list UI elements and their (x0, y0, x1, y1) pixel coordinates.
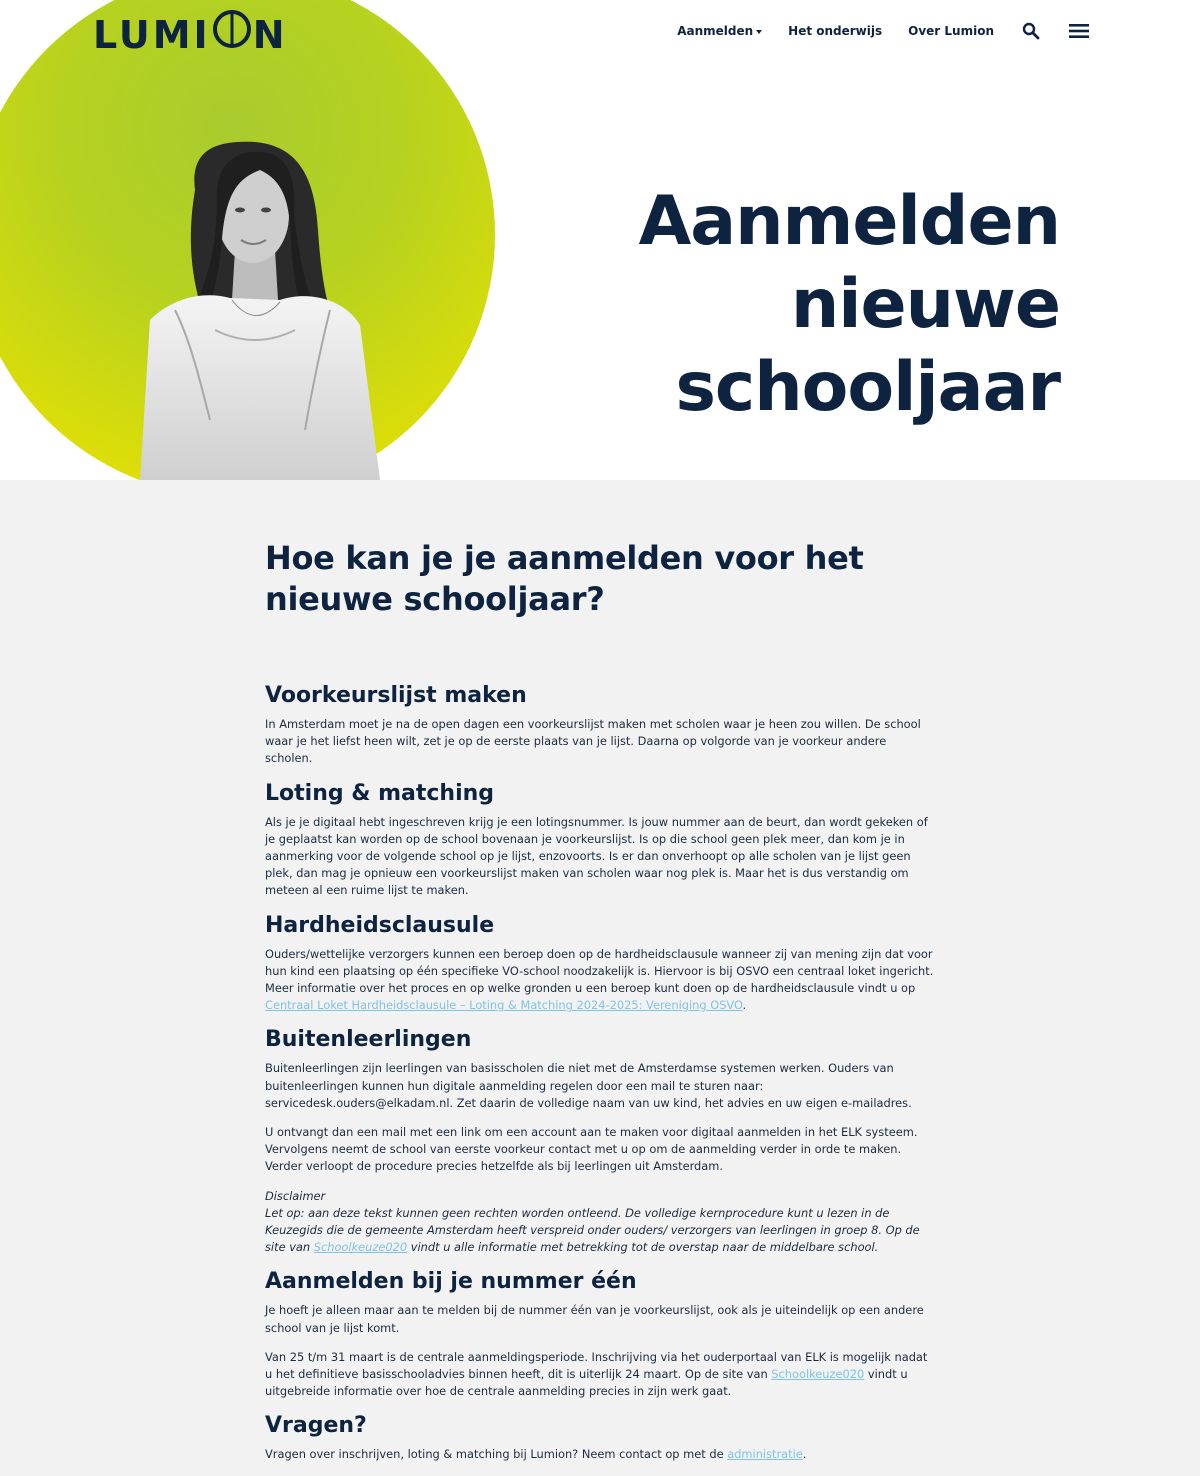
section-vragen (265, 1412, 935, 1463)
disclaimer-end: vindt u alle informatie met betrekking tot de overstap naar de middelbare school. (407, 1240, 879, 1255)
paragraph: Buitenleerlingen zijn leerlingen van basisscholen die niet met de Amsterdamse systemen werken. Ouders van buitenleerlingen kunnen hun digitale aanmelding regelen door een mail te sturen naar: servicedesk.ouders@elkadam.nl. Zet daarin de volledige naam van uw kind, het advies en uw eigen e-mailadres. (265, 1061, 912, 1110)
paragraph-text: Ouders/wettelijke verzorgers kunnen een beroep doen op de hardheidsclausule wanneer zij van mening zijn dat voor hun kind een plaatsing op één specifieke VO-school noodzakelijk is. Hiervoor is bij OSVO een centraal loket ingericht. Meer informatie over het proces en op welke gronden u een beroep kunt doen op de hardheidsclausule vindt u op (265, 946, 934, 996)
section-nummer-een (265, 1268, 935, 1400)
section-hardheidsclausule (265, 912, 935, 1015)
hamburger-menu-icon[interactable] (1068, 20, 1090, 42)
section-loting (265, 780, 935, 900)
caret-down-icon (756, 30, 762, 34)
osvo-link[interactable]: Centraal Loket Hardheidsclausule – Loting & Matching 2024-2025: Vereniging OSVO (265, 998, 743, 1013)
main-nav (677, 20, 1090, 42)
hero-title (639, 180, 1060, 429)
paragraph (265, 1446, 935, 1463)
search-icon[interactable] (1020, 20, 1042, 42)
paragraph: Als je je digitaal hebt ingeschreven krijg je een lotingsnummer. Is jouw nummer aan de beurt, dan wordt gekeken of je geplaatst kan worden op de school bovenaan je voorkeurslijst. Is op die school geen plek meer, dan kom je in aanmerking voor de volgende school op je lijst, enzovoorts. Is er dan onverhoopt op alle scholen van je lijst geen plek, dan mag je opnieuw een voorkeurslijst maken van scholen waar nog plek is. Maar het is dus verstandig om meteen al een ruime lijst te maken. (265, 814, 928, 898)
hero-title-line-2: nieuwe (790, 265, 1060, 344)
lumion-logo[interactable] (93, 12, 288, 57)
section-title: Voorkeurslijst maken (265, 683, 527, 708)
student-photo (0, 0, 520, 480)
hero-title-line-1: Aanmelden (638, 182, 1060, 261)
paragraph-end: . (742, 998, 747, 1013)
nav-over-lumion[interactable]: Over Lumion (908, 24, 994, 38)
hero-title-line-3: schooljaar (675, 348, 1060, 427)
logo-text: LUMI N (93, 10, 288, 57)
schoolkeuze-link[interactable]: Schoolkeuze020 (771, 1367, 865, 1382)
nav-aanmelden[interactable] (677, 24, 762, 38)
paragraph-end: vindt u uitgebreide informatie over hoe de centrale aanmelding precies in zijn werk gaat. (265, 1367, 908, 1399)
paragraph-text: Van 25 t/m 31 maart is de centrale aanmeldingsperiode. Inschrijving via het ouderportaal van ELK is mogelijk nadat u het definitieve basisschooladvies binnen heeft, dit is uiterlijk 24 maart. Op de site van (265, 1349, 928, 1382)
nav-het-onderwijs[interactable]: Het onderwijs (788, 24, 883, 38)
paragraph-end: . (802, 1447, 807, 1462)
paragraph (265, 1349, 935, 1401)
paragraph: Je hoeft je alleen maar aan te melden bij de nummer één van je voorkeurslijst, ook als je uiteindelijk op een andere school van je lijst komt. (265, 1303, 924, 1335)
section-title: Hardheidsclausule (265, 912, 495, 938)
section-title: Buitenleerlingen (265, 1027, 472, 1053)
main-content (265, 538, 935, 1476)
section-title: Loting & matching (265, 780, 495, 806)
section-title: Aanmelden bij je nummer één (265, 1269, 637, 1295)
hero (0, 0, 1200, 480)
paragraph: U ontvangt dan een mail met een link om een account aan te maken voor digitaal aanmelden in het ELK systeem. Vervolgens neemt de school van eerste voorkeur contact met u op om de aanmelding verder in orde te maken. Verder verloopt de procedure precies hetzelfde als bij leerlingen uit Amsterdam. (265, 1125, 918, 1174)
section-title: Vragen? (265, 1413, 367, 1439)
administratie-link[interactable]: administratie (727, 1447, 803, 1462)
disclaimer-text: Let op: aan deze tekst kunnen geen rechten worden ontleend. De volledige kernprocedure kunt u lezen in de Keuzegids die de gemeente Amsterdam heeft verspreid onder ouders/ verzorgers van leerlingen in groep 8. Op de site van (265, 1205, 920, 1255)
nav-aanmelden-label: Aanmelden (677, 24, 754, 38)
paragraph-text: Vragen over inschrijven, loting & matching bij Lumion? Neem contact op met de (265, 1447, 728, 1462)
paragraph (265, 946, 935, 1015)
disclaimer (265, 1188, 935, 1257)
schoolkeuze-link[interactable]: Schoolkeuze020 (313, 1240, 408, 1255)
page-heading: Hoe kan je je aanmelden voor het nieuwe schooljaar? (265, 539, 864, 618)
disclaimer-label: Disclaimer (265, 1188, 326, 1203)
section-voorkeurslijst (265, 682, 935, 768)
logo-o-mark (213, 10, 251, 48)
paragraph: In Amsterdam moet je na de open dagen een voorkeurslijst maken met scholen waar je heen zou willen. De school waar je het liefst heen wilt, zet je op de eerste plaats van je lijst. Daarna op volgorde van je voorkeur andere scholen. (265, 717, 921, 766)
section-buitenleerlingen (265, 1026, 935, 1256)
